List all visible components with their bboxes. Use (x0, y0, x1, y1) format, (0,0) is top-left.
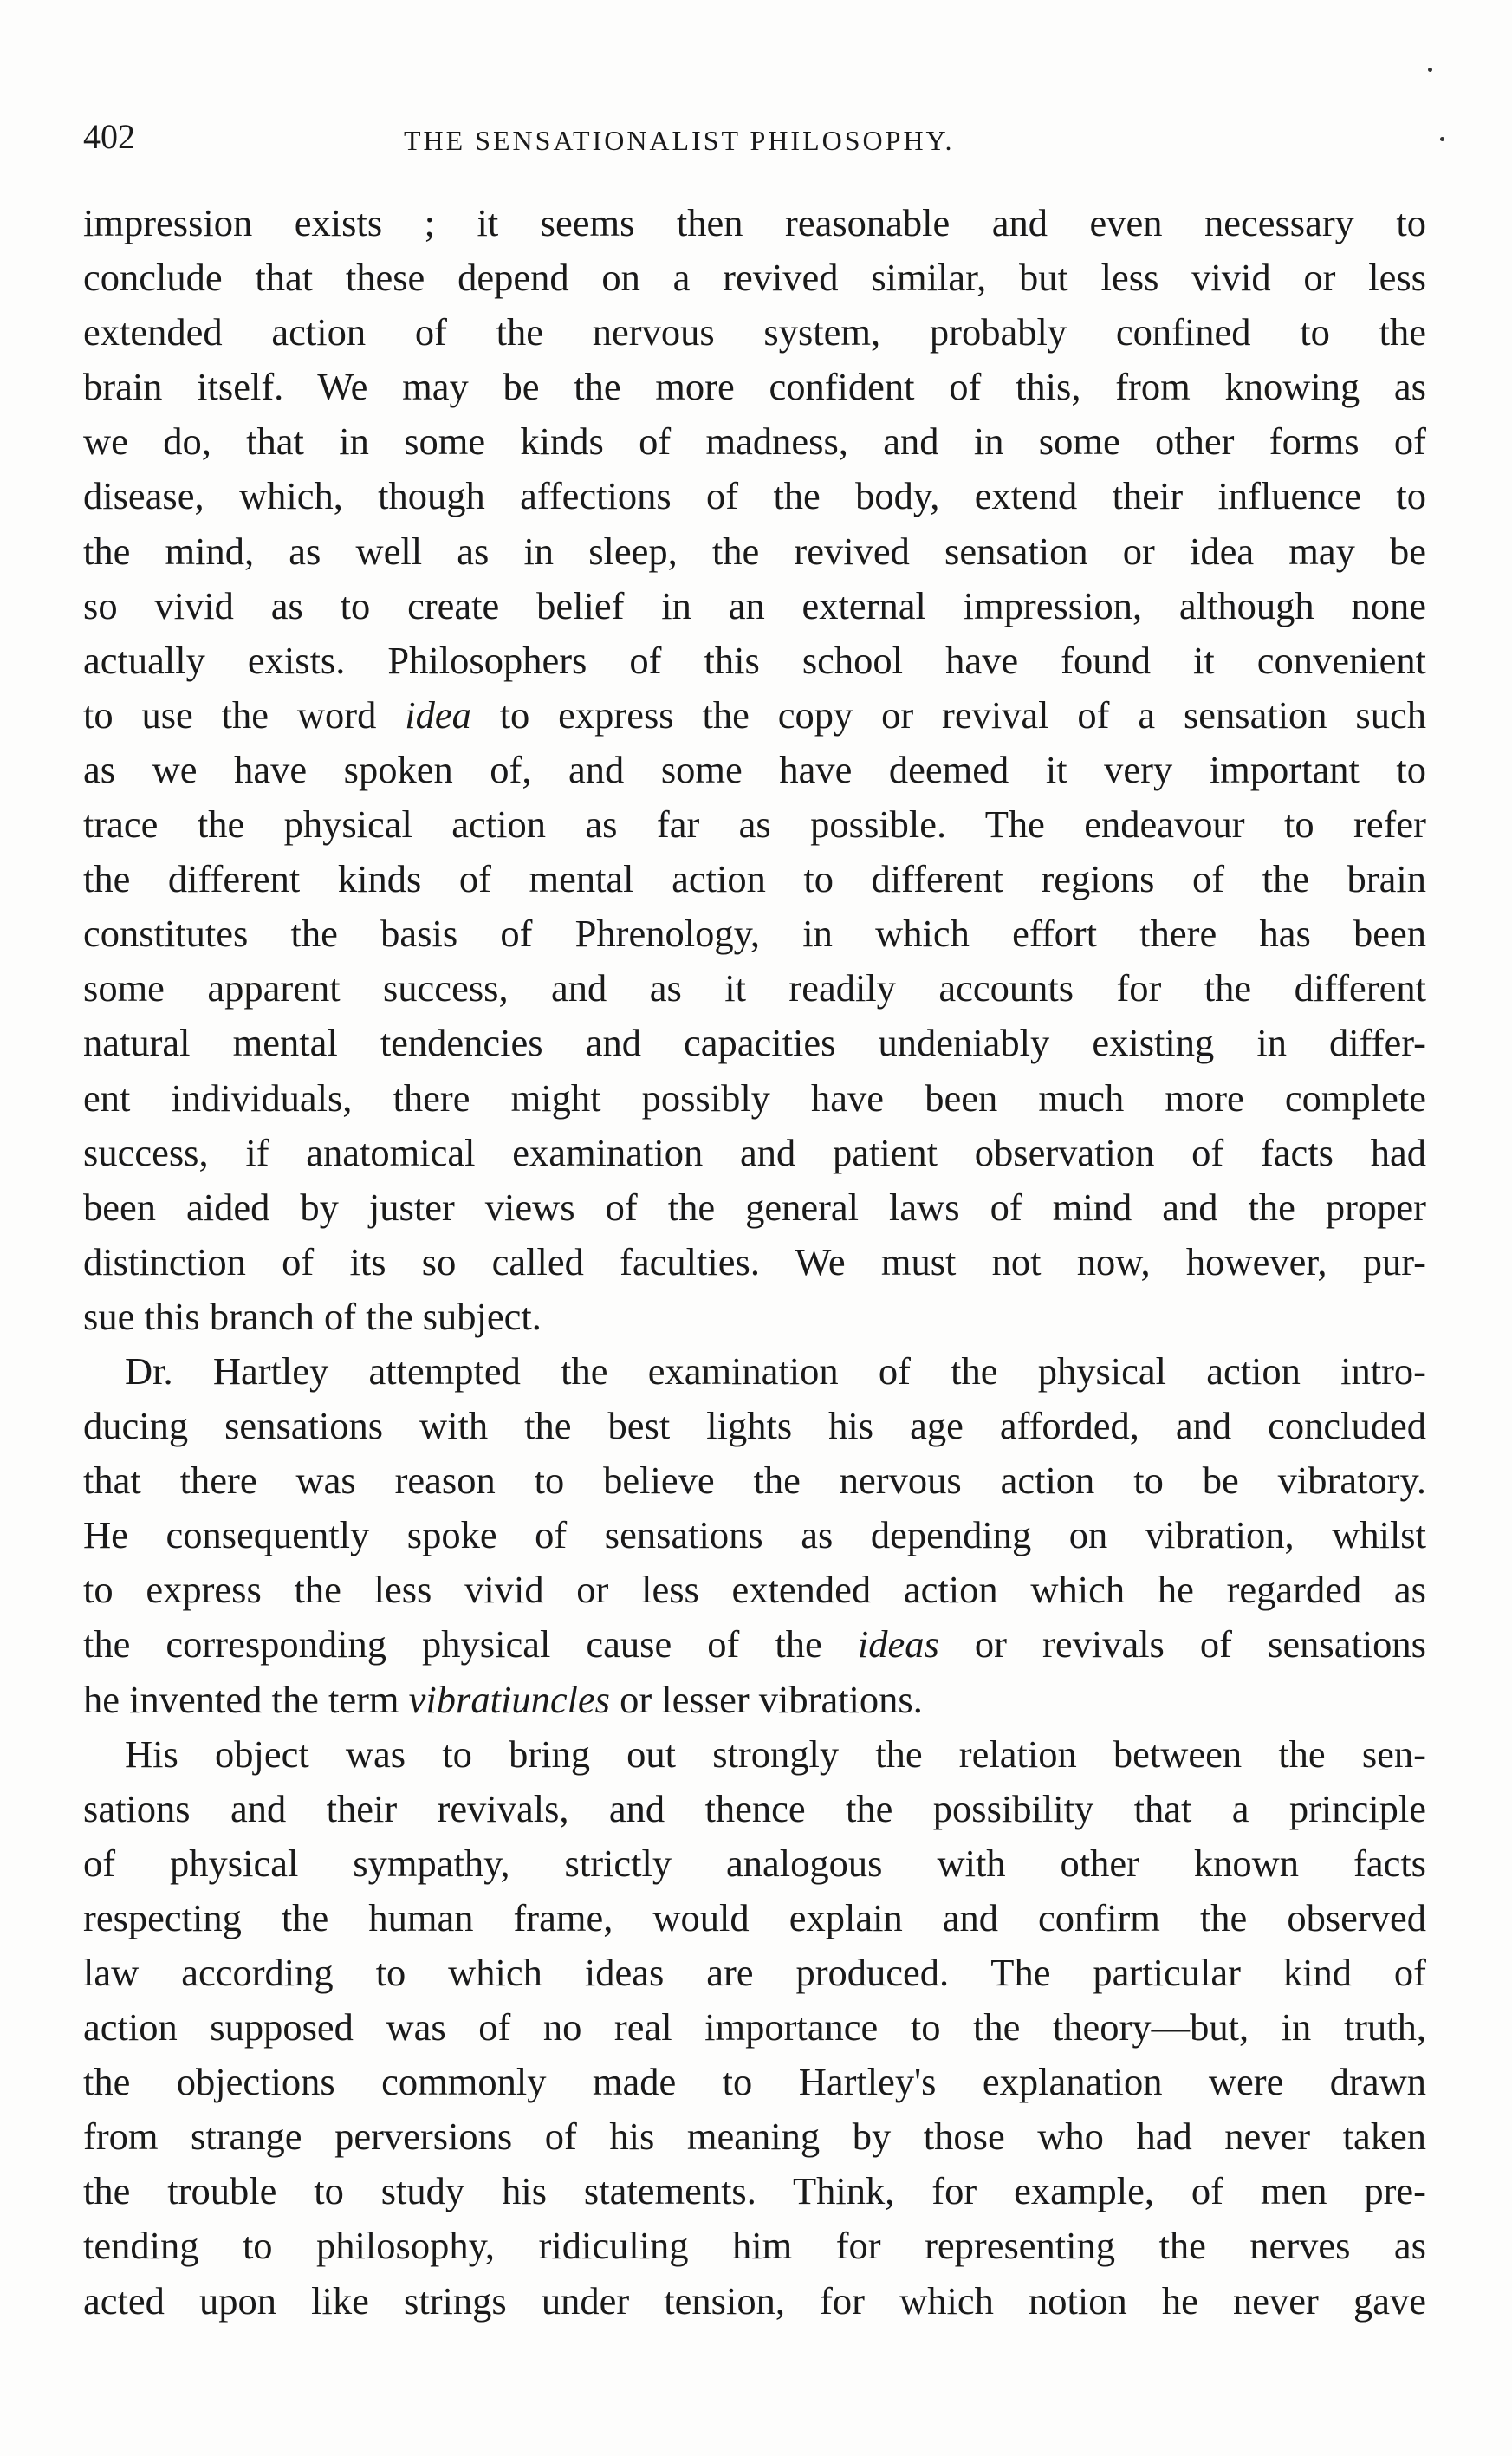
text-line: of physical sympathy, strictly analogous with other known facts (83, 1841, 1426, 1885)
text-line: to express the less vivid or less extended action which he regarded as (83, 1568, 1426, 1612)
text-line: been aided by juster views of the general laws of mind and the proper (83, 1185, 1426, 1229)
text-line: he invented the term vibratiuncles or lesser vibrations. (83, 1677, 923, 1721)
text-line: sue this branch of the subject. (83, 1294, 542, 1338)
text-line: constitutes the basis of Phrenology, in which effort there has been (83, 912, 1426, 956)
text-line: extended action of the nervous system, probably confined to the (83, 310, 1426, 354)
italic-term: idea (405, 692, 471, 737)
text-line: ducing sensations with the best lights his age afforded, and concluded (83, 1404, 1426, 1448)
text-line: brain itself. We may be the more confident of this, from knowing as (83, 365, 1426, 409)
text-line: the different kinds of mental action to different regions of the brain (83, 857, 1426, 901)
text-line: ent individuals, there might possibly have been much more complete (83, 1075, 1426, 1120)
text-line: sations and their revivals, and thence the possibility that a principle (83, 1786, 1426, 1830)
text-line: as we have spoken of, and some have deemed it very important to (83, 747, 1426, 791)
text-line: tending to philosophy, ridiculing him for representing the nerves as (83, 2224, 1426, 2268)
paragraph-start: Dr. Hartley attempted the examination of the physical action intro- (125, 1348, 1426, 1393)
text-line: acted upon like strings under tension, for which notion he never gave (83, 2278, 1426, 2323)
text-line: the trouble to study his statements. Think, for example, of men pre- (83, 2169, 1426, 2213)
text-line: the objections commonly made to Hartley's explanation were drawn (83, 2060, 1426, 2104)
text-line: to use the word idea to express the copy or revival of a sensation such (83, 692, 1426, 737)
running-title: THE SENSATIONALIST PHILOSOPHY. (404, 125, 955, 156)
text-line: natural mental tendencies and capacities undeniably existing in differ- (83, 1021, 1426, 1065)
ink-speck (1428, 68, 1432, 72)
text-line: success, if anatomical examination and patient observation of facts had (83, 1130, 1426, 1174)
text-line: He consequently spoke of sensations as depending on vibration, whilst (83, 1513, 1426, 1557)
running-head (83, 111, 1426, 163)
page-number: 402 (83, 117, 135, 156)
text-line: we do, that in some kinds of madness, and in some other forms of (83, 419, 1426, 464)
text-line: impression exists ; it seems then reasonable and even necessary to (83, 201, 1426, 244)
text-line: trace the physical action as far as possible. The endeavour to refer (83, 802, 1426, 847)
ink-speck (1440, 137, 1444, 141)
body-text (83, 196, 1426, 2329)
text-line: respecting the human frame, would explain and confirm the observed (83, 1895, 1426, 1939)
text-line: distinction of its so called faculties. We must not now, however, pur- (83, 1239, 1426, 1283)
paragraph-start: His object was to bring out strongly the relation between the sen- (125, 1732, 1426, 1776)
text-line: the mind, as well as in sleep, the revived sensation or idea may be (83, 529, 1426, 573)
text-line: that there was reason to believe the nervous action to be vibratory. (83, 1459, 1426, 1503)
text-line: from strange perversions of his meaning by those who had never taken (83, 2115, 1426, 2159)
text-line: the corresponding physical cause of the ideas or revivals of sensations (83, 1622, 1426, 1667)
text-line: so vivid as to create belief in an external impression, although none (83, 583, 1426, 627)
text-line: law according to which ideas are produced. The particular kind of (83, 1951, 1426, 1994)
text-line: action supposed was of no real importance to the theory—but, in truth, (83, 2005, 1426, 2050)
italic-term: vibratiuncles (408, 1677, 610, 1721)
text-line: some apparent success, and as it readily accounts for the different (83, 966, 1426, 1010)
text-line: conclude that these depend on a revived similar, but less vivid or less (83, 256, 1426, 300)
italic-term: ideas (857, 1622, 939, 1667)
text-line: disease, which, though affections of the body, extend their influence to (83, 474, 1426, 518)
text-line: actually exists. Philosophers of this school have found it convenient (83, 638, 1426, 682)
